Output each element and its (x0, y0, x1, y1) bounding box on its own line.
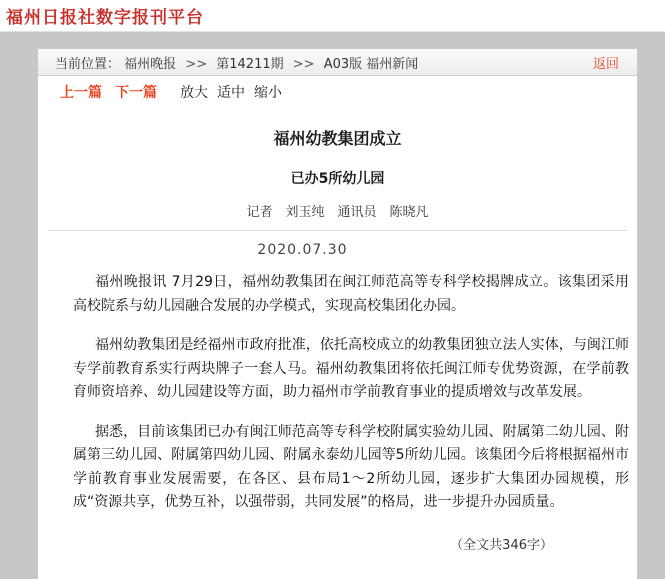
word-count: （全文共346字） (450, 537, 553, 553)
back-link[interactable]: 返回 (592, 56, 619, 72)
content-panel (38, 48, 637, 579)
breadcrumb-separator: >> (185, 56, 208, 72)
article-subtitle: 已办5所幼儿园 (290, 171, 385, 187)
zoom-in-link[interactable]: 放大 (180, 85, 208, 101)
article-paragraph: 福州晚报讯 7月29日，福州幼教集团在闽江师范高等专科学校揭牌成立。该集团采用高校院系与幼儿园融合发展的办学模式，实现高校集团化办园。 (73, 274, 629, 314)
article-byline: 记者 刘玉纯 通讯员 陈晓凡 (246, 205, 429, 220)
article-paragraph: 福州幼教集团是经福州市政府批准，依托高校成立的幼教集团独立法人实体，与闽江师专学前教育系实行两块牌子一套人马。福州幼教集团将依托闽江师专优势资源，在学前教育师资培养、幼儿园建设等方面，助力福州市学前教育事业的提质增效与改革发展。 (73, 337, 629, 400)
next-article-link[interactable]: 下一篇 (115, 85, 157, 101)
breadcrumb-paper-link[interactable]: 福州晚报 (124, 56, 177, 72)
article-toolbar (60, 82, 637, 102)
breadcrumb-edition-link[interactable]: A03版 福州新闻 (323, 56, 419, 72)
site-header (0, 0, 665, 32)
divider (48, 230, 627, 231)
breadcrumb-bar (38, 48, 637, 76)
article (38, 126, 637, 553)
article-date: 2020.07.30 (257, 242, 348, 258)
zoom-out-link[interactable]: 缩小 (254, 85, 282, 101)
breadcrumb-separator: >> (292, 56, 315, 72)
breadcrumb-label: 当前位置： (55, 56, 121, 72)
breadcrumb (55, 53, 593, 72)
article-paragraph: 据悉，目前该集团已办有闽江师范高等专科学校附属实验幼儿园、附属第二幼儿园、附属第三幼儿园、附属第四幼儿园、附属永泰幼儿园等5所幼儿园。该集团今后将根据福州市学前教育事业发展需要，在各区、县布局1～2所幼儿园，逐步扩大集团办园规模，形成“资源共享，优势互补，以强带弱，共同发展”的格局，进一步提升办园质量。 (73, 423, 629, 510)
breadcrumb-issue-link[interactable]: 第14211期 (216, 56, 284, 72)
zoom-fit-link[interactable]: 适中 (217, 85, 245, 101)
article-body (73, 271, 629, 515)
article-title: 福州幼教集团成立 (273, 129, 402, 148)
site-title: 福州日报社数字报刊平台 (6, 8, 204, 28)
prev-article-link[interactable]: 上一篇 (60, 85, 102, 101)
